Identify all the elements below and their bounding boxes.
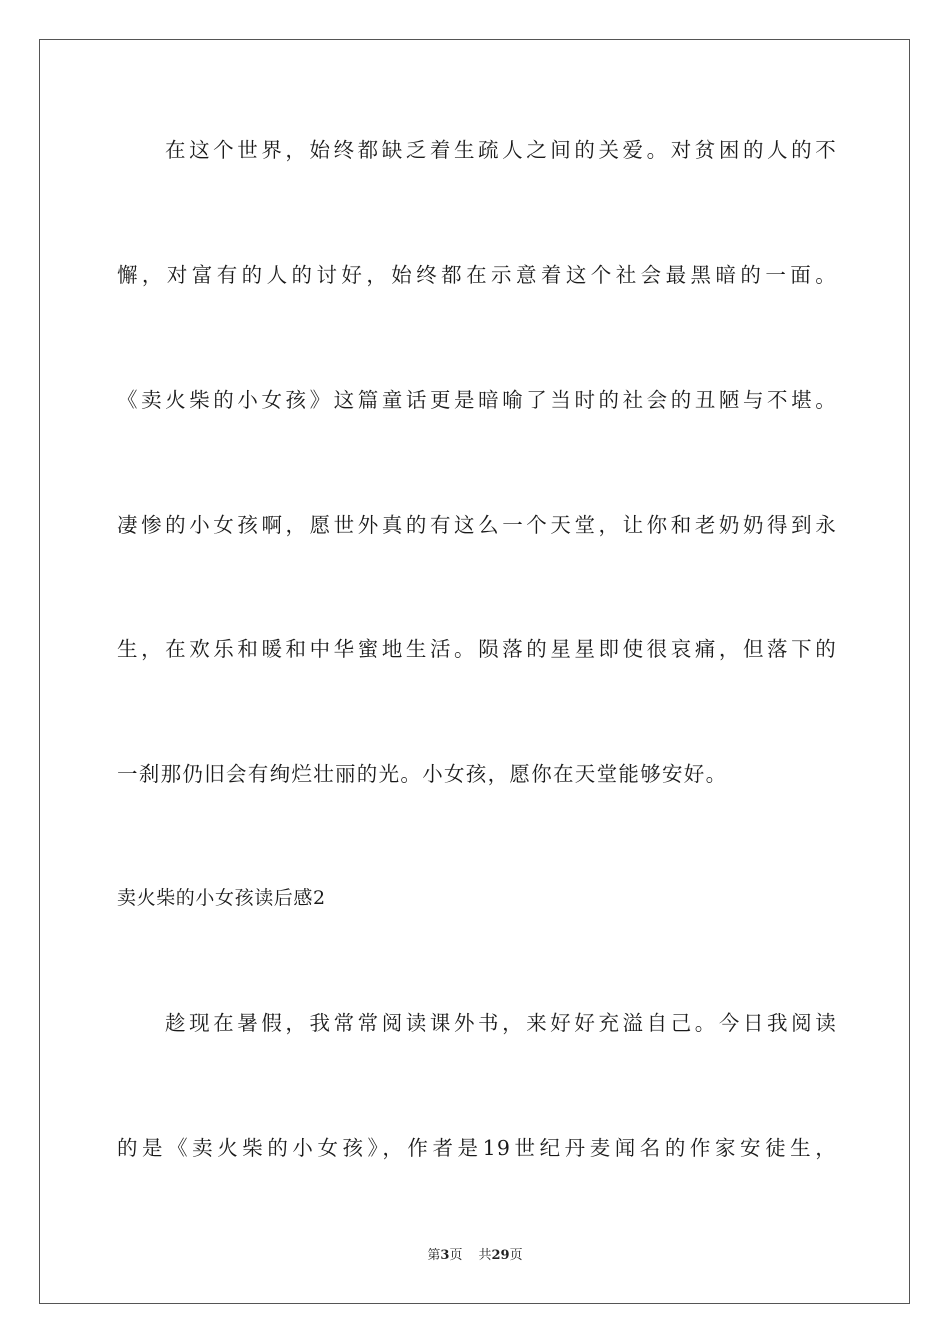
footer-page-suffix: 页 bbox=[449, 1248, 463, 1263]
text-line-7: 趁现在暑假，我常常阅读课外书，来好好充溢自己。今日我阅读 bbox=[165, 1011, 837, 1035]
page-footer bbox=[0, 1247, 950, 1265]
footer-page-number: 3 bbox=[440, 1248, 450, 1263]
page-border bbox=[39, 39, 910, 1304]
text-line-5: 生，在欢乐和暖和中华蜜地生活。陨落的星星即使很哀痛，但落下的 bbox=[117, 637, 837, 661]
section-heading: 卖火柴的小女孩读后感2 bbox=[117, 887, 326, 909]
footer-total-pages: 29 bbox=[491, 1248, 510, 1263]
text-line-8: 的是《卖火柴的小女孩》，作者是19世纪丹麦闻名的作家安徒生， bbox=[117, 1136, 837, 1160]
text-line-6: 一刹那仍旧会有绚烂壮丽的光。小女孩，愿你在天堂能够安好。 bbox=[117, 762, 728, 786]
footer-total-prefix: 共 bbox=[478, 1248, 492, 1263]
text-line-4: 凄惨的小女孩啊，愿世外真的有这么一个天堂，让你和老奶奶得到永 bbox=[117, 513, 837, 537]
text-line-2: 懈，对富有的人的讨好，始终都在示意着这个社会最黑暗的一面。 bbox=[117, 263, 837, 287]
footer-total-suffix: 页 bbox=[509, 1248, 523, 1263]
footer-page-prefix: 第 bbox=[427, 1248, 441, 1263]
text-line-3: 《卖火柴的小女孩》这篇童话更是暗喻了当时的社会的丑陋与不堪。 bbox=[117, 388, 837, 412]
text-line-1: 在这个世界，始终都缺乏着生疏人之间的关爱。对贫困的人的不 bbox=[165, 138, 837, 162]
